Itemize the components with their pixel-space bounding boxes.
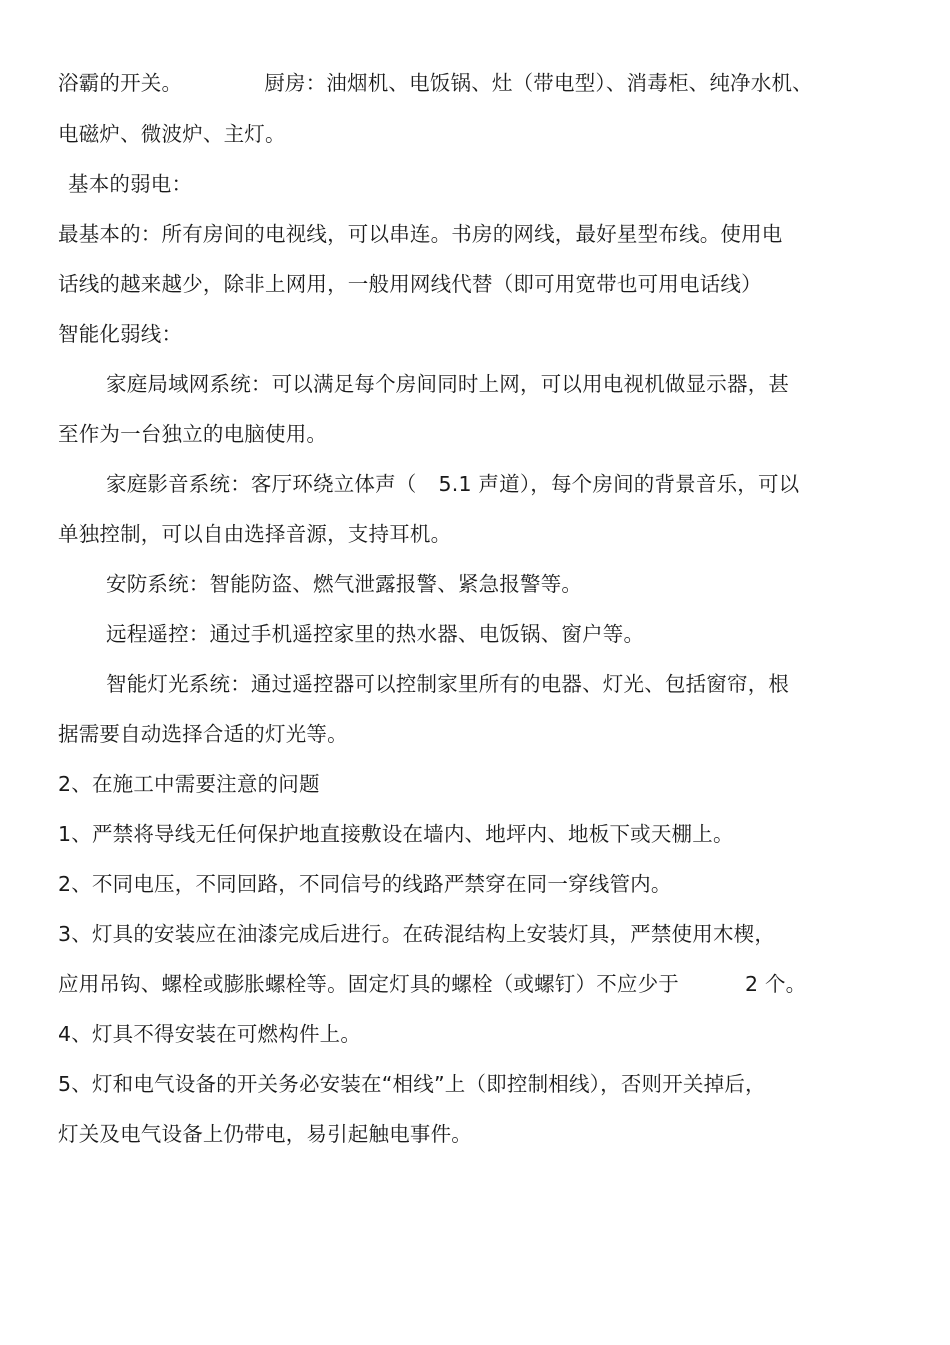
text-segment: 家庭影音系统：客厅环绕立体声（ bbox=[106, 472, 417, 496]
text-line: 智能灯光系统：通过遥控器可以控制家里所有的电器、灯光、包括窗帘，根 bbox=[106, 672, 790, 696]
text-segment: 应用吊钩、螺栓或膨胀螺栓等。固定灯具的螺栓（或螺钉）不应少于 bbox=[58, 972, 679, 996]
list-item: 1、严禁将导线无任何保护地直接敷设在墙内、地坪内、地板下或天棚上。 bbox=[58, 822, 734, 846]
text-segment: 厨房：油烟机、电饭锅、灶（带电型）、消毒柜、纯净水机、 bbox=[264, 71, 813, 95]
text-line: 最基本的：所有房间的电视线，可以串连。书房的网线，最好星型布线。使用电 bbox=[58, 222, 783, 246]
text-line: 家庭局域网系统：可以满足每个房间同时上网，可以用电视机做显示器，甚 bbox=[106, 372, 790, 396]
text-line: 远程遥控：通过手机遥控家里的热水器、电饭锅、窗户等。 bbox=[106, 622, 645, 646]
text-line bbox=[58, 70, 813, 96]
list-item: 4、灯具不得安装在可燃构件上。 bbox=[58, 1022, 362, 1046]
section-heading: 基本的弱电： bbox=[68, 172, 193, 196]
text-line bbox=[106, 471, 799, 497]
list-item: 2、不同电压，不同回路，不同信号的线路严禁穿在同一穿线管内。 bbox=[58, 872, 672, 896]
text-line: 至作为一台独立的电脑使用。 bbox=[58, 422, 328, 446]
text-line: 单独控制，可以自由选择音源，支持耳机。 bbox=[58, 522, 452, 546]
text-segment: 2 个。 bbox=[745, 972, 807, 996]
text-line: 灯关及电气设备上仍带电，易引起触电事件。 bbox=[58, 1122, 472, 1146]
text-line: 安防系统：智能防盗、燃气泄露报警、紧急报警等。 bbox=[106, 572, 583, 596]
list-item: 3、灯具的安装应在油漆完成后进行。在砖混结构上安装灯具，严禁使用木楔， bbox=[58, 922, 776, 946]
list-item: 5、灯和电气设备的开关务必安装在“相线”上（即控制相线），否则开关掉后， bbox=[58, 1072, 766, 1096]
section-heading: 智能化弱线： bbox=[58, 322, 183, 346]
text-line: 话线的越来越少，除非上网用，一般用网线代替（即可用宽带也可用电话线） bbox=[58, 272, 762, 296]
text-line: 据需要自动选择合适的灯光等。 bbox=[58, 722, 348, 746]
text-segment: 5.1 声道），每个房间的背景音乐，可以 bbox=[438, 472, 800, 496]
text-line: 电磁炉、微波炉、主灯。 bbox=[58, 122, 286, 146]
text-segment: 浴霸的开关。 bbox=[58, 71, 183, 95]
section-heading: 2、在施工中需要注意的问题 bbox=[58, 772, 320, 796]
text-line bbox=[58, 971, 806, 997]
